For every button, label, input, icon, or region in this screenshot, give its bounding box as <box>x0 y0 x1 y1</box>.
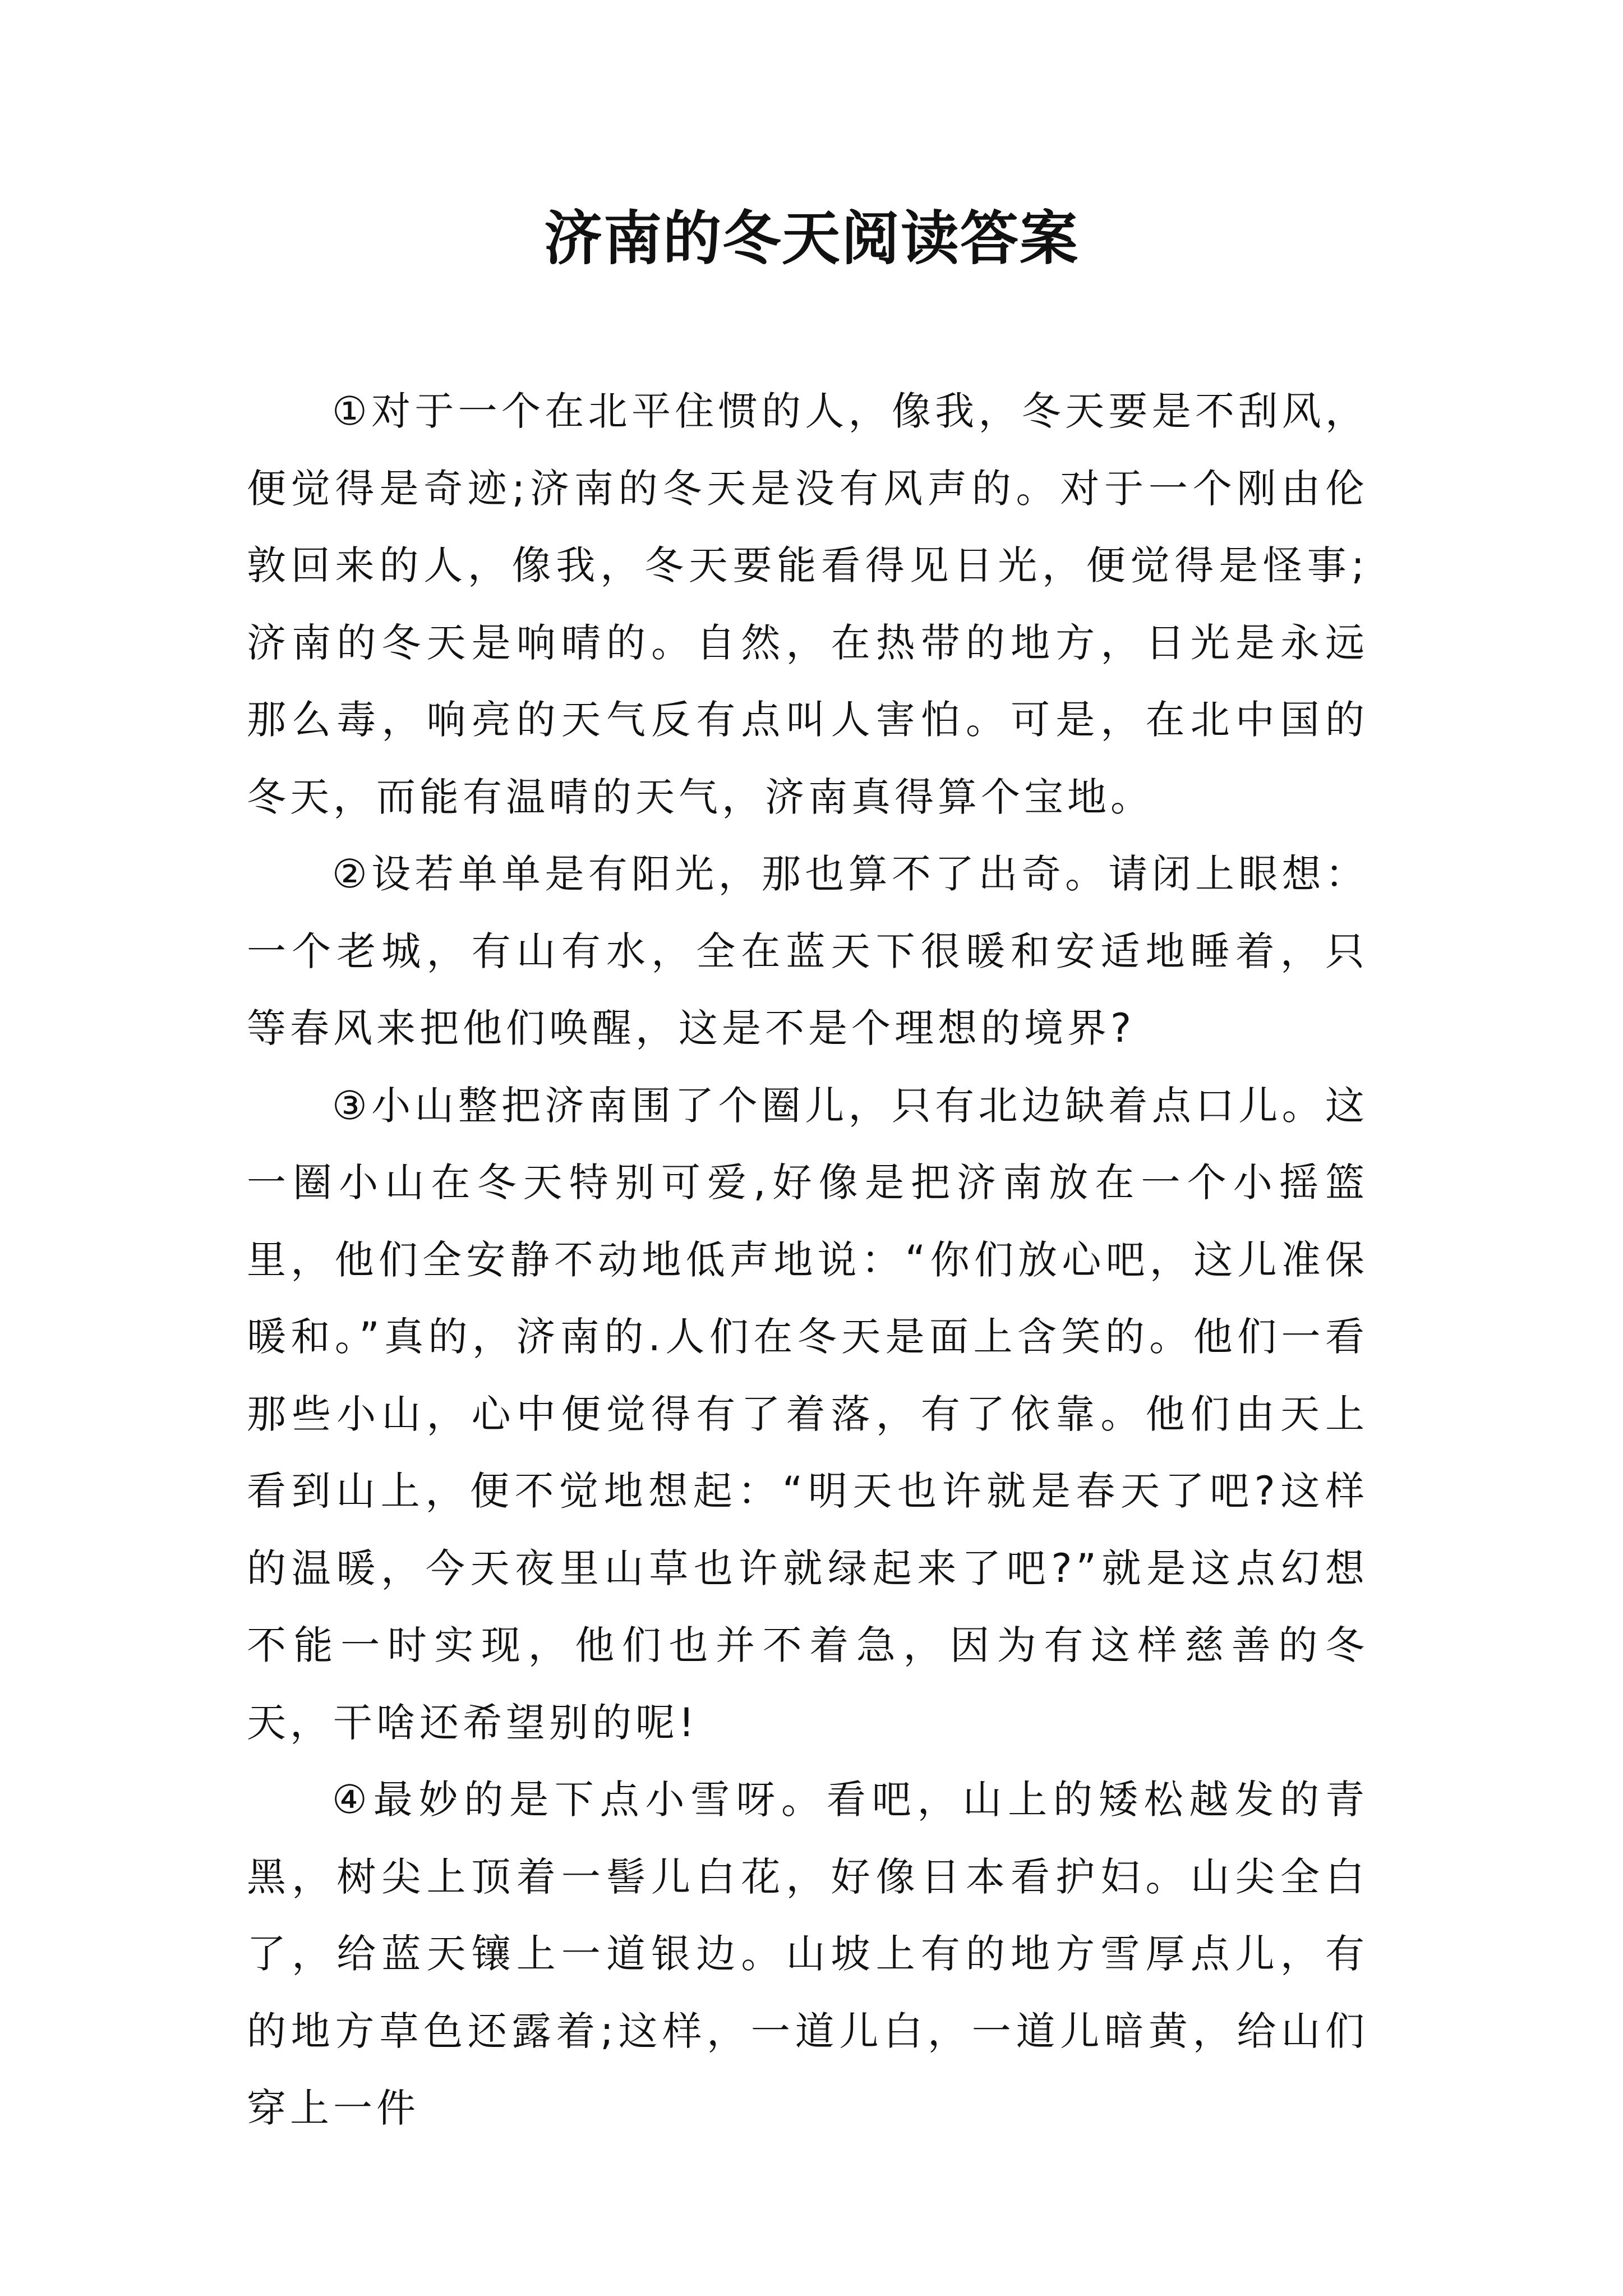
paragraph-4: ④最妙的是下点小雪呀。看吧，山上的矮松越发的青黑，树尖上顶着一髻儿白花，好像日本看护妇。山尖全白了，给蓝天镶上一道银边。山坡上有的地方雪厚点儿，有的地方草色还露着;这样，一道儿白，一道儿暗黄，给山们穿上一件 <box>247 1777 1368 2131</box>
article-body <box>247 373 1368 2147</box>
paragraph-1: ①对于一个在北平住惯的人，像我，冬天要是不刮风，便觉得是奇迹;济南的冬天是没有风声的。对于一个刚由伦敦回来的人，像我，冬天要能看得见日光，便觉得是怪事;济南的冬天是响晴的。自然，在热带的地方，日光是永远那么毒，响亮的天气反有点叫人害怕。可是，在北中国的冬天，而能有温晴的天气，济南真得算个宝地。 <box>247 388 1368 820</box>
page-title: 济南的冬天阅读答案 <box>543 204 1079 273</box>
paragraph-3: ③小山整把济南围了个圈儿，只有北边缺着点口儿。这一圈小山在冬天特别可爱,好像是把济南放在一个小摇篮里，他们全安静不动地低声地说：“你们放心吧，这儿准保暖和。”真的，济南的.人们在冬天是面上含笑的。他们一看那些小山，心中便觉得有了着落，有了依靠。他们由天上看到山上，便不觉地想起：“明天也许就是春天了吧?这样的温暖，今天夜里山草也许就绿起来了吧?”就是这点幻想不能一时实现，他们也并不着急，因为有这样慈善的冬天，干啥还希望别的呢! <box>247 1082 1368 1746</box>
paragraph-2: ②设若单单是有阳光，那也算不了出奇。请闭上眼想：一个老城，有山有水，全在蓝天下很暖和安适地睡着，只等春风来把他们唤醒，这是不是个理想的境界? <box>247 851 1368 1051</box>
